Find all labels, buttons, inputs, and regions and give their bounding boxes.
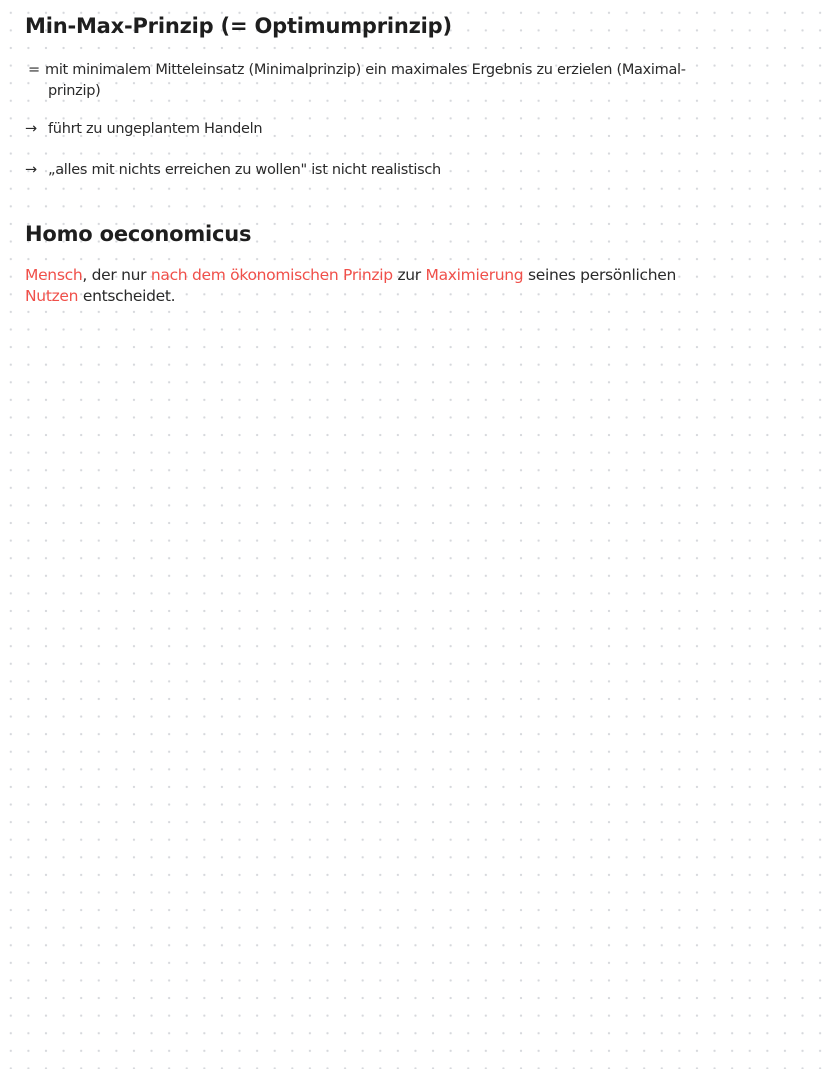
highlight-term: Nutzen [25,287,79,305]
definition-line-1: mit minimalem Mitteleinsatz (Minimalprinzip) ein maximales Ergebnis zu erzielen (Maximal- [45,62,686,78]
highlight-term: Maximierung [425,266,524,284]
section-title-homo-oeconomicus: Homo oeconomicus [25,222,252,246]
plain-text: , der nur [82,266,151,284]
highlight-term: Mensch [25,266,83,284]
plain-text: entscheidet. [78,287,176,305]
highlight-term: nach dem ökonomischen Prinzip [150,266,393,284]
plain-text: zur [392,266,426,284]
definition-marker: = [28,62,41,78]
homo-oeconomicus-definition-line-2 [25,287,175,305]
plain-text: seines persönlichen [523,266,677,284]
bullet-item: führt zu ungeplantem Handeln [48,121,263,137]
homo-oeconomicus-definition-line-1 [25,266,676,284]
arrow-icon: → [25,162,38,178]
bullet-item: „alles mit nichts erreichen zu wollen" ist nicht realistisch [48,162,441,178]
definition-line-2: prinzip) [48,83,101,99]
arrow-icon: → [25,121,38,137]
section-title-min-max-prinzip: Min-Max-Prinzip (= Optimumprinzip) [25,14,452,38]
